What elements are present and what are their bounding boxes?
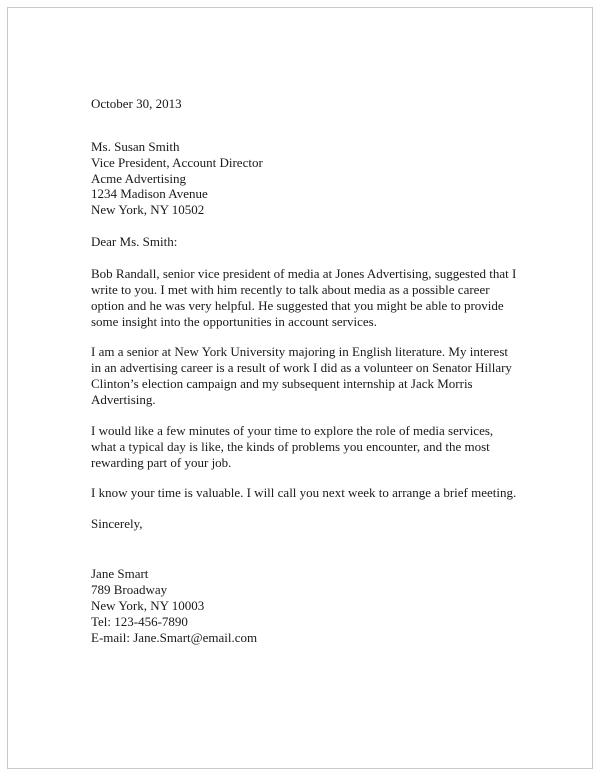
- letter-date: [91, 96, 521, 112]
- closing: [91, 516, 521, 532]
- recipient-street: 1234 Madison Avenue: [91, 186, 208, 202]
- letter-content: [91, 96, 521, 661]
- signature-city: New York, NY 10003: [91, 597, 205, 613]
- closing-text: Sincerely,: [91, 516, 143, 532]
- letter-page: [7, 7, 593, 769]
- body-paragraph-1: Bob Randall, senior vice president of media at Jones Advertising, suggested that I write to you. I met with him recently to talk about media as a possible career option and he was very helpful. He suggested that you might be able to provide some insight into the opportunities in account services.: [91, 266, 517, 329]
- recipient-name: Ms. Susan Smith: [91, 138, 180, 154]
- recipient-address: [91, 139, 521, 218]
- recipient-title: Vice President, Account Director: [91, 154, 263, 170]
- body-paragraph-4: I know your time is valuable. I will call you next week to arrange a brief meeting.: [91, 485, 517, 501]
- date-text: October 30, 2013: [91, 96, 182, 111]
- signature-email: E-mail: Jane.Smart@email.com: [91, 629, 258, 645]
- signature-name: Jane Smart: [91, 566, 149, 582]
- body-paragraph-3: I would like a few minutes of your time to explore the role of media services, what a typical day is like, the kinds of problems you encounter, and the most rewarding part of your job.: [91, 422, 494, 470]
- signature-block: [91, 566, 521, 645]
- body-paragraph-2: I am a senior at New York University majoring in English literature. My interest in an advertising career is a result of work I did as a volunteer on Senator Hillary Clinton’s election campaign and my subsequent internship at Jack Morris Advertising.: [91, 344, 512, 408]
- signature-street: 789 Broadway: [91, 582, 168, 598]
- recipient-city: New York, NY 10502: [91, 202, 205, 218]
- salutation: [91, 234, 521, 250]
- signature-phone: Tel: 123-456-7890: [91, 613, 188, 629]
- recipient-company: Acme Advertising: [91, 170, 186, 186]
- salutation-text: Dear Ms. Smith:: [91, 234, 178, 250]
